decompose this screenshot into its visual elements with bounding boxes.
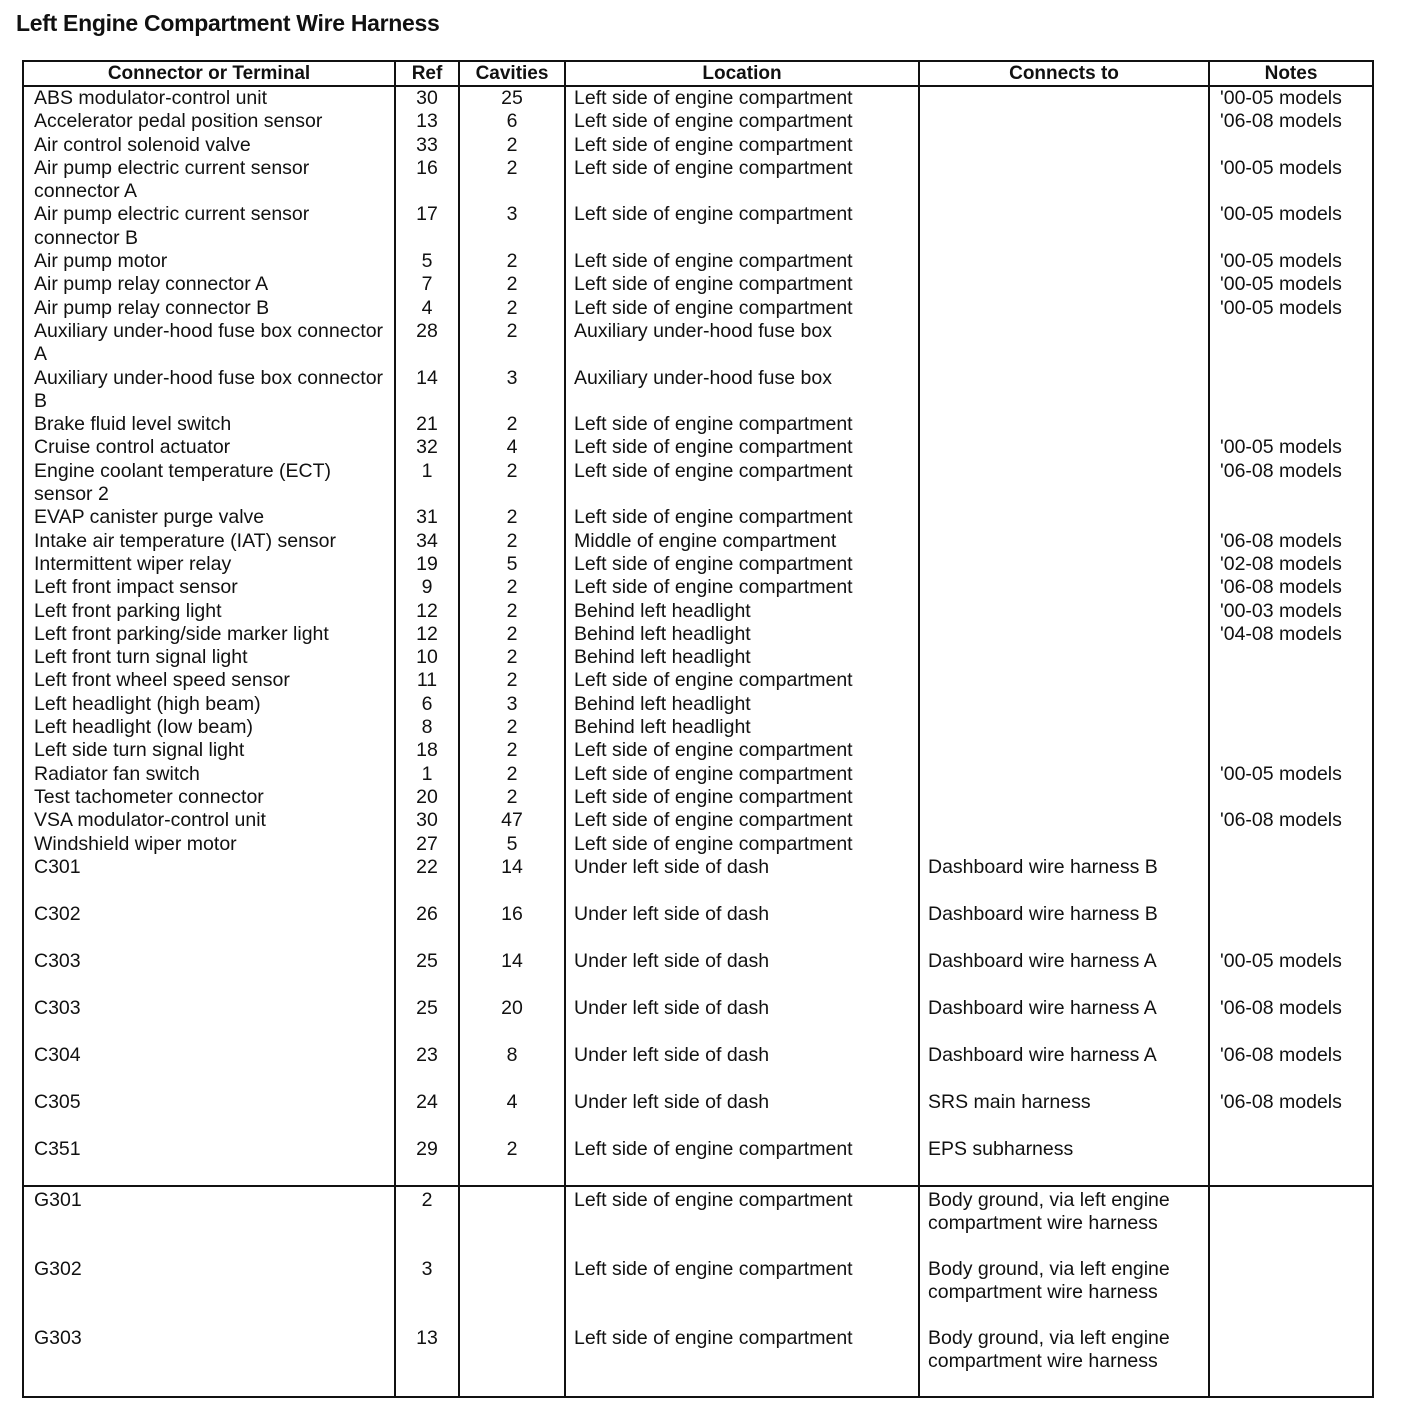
cell-ref: 5 [395, 250, 459, 273]
table-row [23, 1044, 1373, 1091]
header-notes: Notes [1209, 61, 1373, 86]
cell-connector-name: Windshield wiper motor [23, 833, 395, 856]
table-row [23, 553, 1373, 576]
cell-cavities: 16 [459, 903, 565, 950]
cell-connects-to [919, 367, 1209, 414]
cell-ref: 4 [395, 297, 459, 320]
cell-location: Under left side of dash [565, 950, 919, 997]
cell-location: Left side of engine compartment [565, 134, 919, 157]
cell-cavities: 3 [459, 367, 565, 414]
cell-ref: 18 [395, 739, 459, 762]
cell-notes [1209, 669, 1373, 692]
cell-connector-name: Cruise control actuator [23, 436, 395, 459]
cell-location: Auxiliary under-hood fuse box [565, 320, 919, 367]
cell-notes [1209, 716, 1373, 739]
cell-connects-to: Body ground, via left engine compartment wire harness [919, 1258, 1209, 1327]
cell-location: Behind left headlight [565, 716, 919, 739]
cell-connects-to [919, 86, 1209, 110]
cell-connector-name: G302 [23, 1258, 395, 1327]
cell-connects-to: Dashboard wire harness A [919, 950, 1209, 997]
cell-connects-to [919, 553, 1209, 576]
cell-cavities: 4 [459, 1091, 565, 1138]
cell-cavities: 2 [459, 413, 565, 436]
cell-notes [1209, 646, 1373, 669]
cell-cavities: 3 [459, 203, 565, 250]
cell-location: Left side of engine compartment [565, 1138, 919, 1186]
cell-connector-name: Air pump motor [23, 250, 395, 273]
header-connects-to: Connects to [919, 61, 1209, 86]
cell-connector-name: C302 [23, 903, 395, 950]
cell-location: Left side of engine compartment [565, 506, 919, 529]
cell-ref: 32 [395, 436, 459, 459]
table-row [23, 763, 1373, 786]
cell-location: Behind left headlight [565, 646, 919, 669]
cell-cavities: 2 [459, 646, 565, 669]
cell-notes: '00-05 models [1209, 203, 1373, 250]
cell-ref: 2 [395, 1186, 459, 1258]
cell-cavities: 20 [459, 997, 565, 1044]
cell-connects-to [919, 786, 1209, 809]
cell-ref: 24 [395, 1091, 459, 1138]
cell-ref: 10 [395, 646, 459, 669]
cell-connector-name: Auxiliary under-hood fuse box connector B [23, 367, 395, 414]
cell-notes [1209, 506, 1373, 529]
cell-connector-name: Intermittent wiper relay [23, 553, 395, 576]
cell-cavities: 3 [459, 693, 565, 716]
cell-cavities: 5 [459, 833, 565, 856]
cell-connects-to: EPS subharness [919, 1138, 1209, 1186]
cell-location: Auxiliary under-hood fuse box [565, 367, 919, 414]
cell-connector-name: Accelerator pedal position sensor [23, 110, 395, 133]
cell-cavities: 2 [459, 320, 565, 367]
cell-connects-to: SRS main harness [919, 1091, 1209, 1138]
cell-ref: 6 [395, 693, 459, 716]
cell-notes: '06-08 models [1209, 1044, 1373, 1091]
cell-connects-to [919, 646, 1209, 669]
cell-location: Left side of engine compartment [565, 1258, 919, 1327]
cell-ref: 1 [395, 763, 459, 786]
cell-notes: '02-08 models [1209, 553, 1373, 576]
cell-ref: 34 [395, 530, 459, 553]
cell-cavities [459, 1327, 565, 1397]
cell-ref: 33 [395, 134, 459, 157]
cell-connector-name: Test tachometer connector [23, 786, 395, 809]
cell-notes: '00-05 models [1209, 436, 1373, 459]
cell-cavities: 2 [459, 157, 565, 204]
cell-cavities: 2 [459, 623, 565, 646]
cell-notes: '06-08 models [1209, 809, 1373, 832]
cell-cavities [459, 1186, 565, 1258]
table-row [23, 576, 1373, 599]
cell-connects-to [919, 203, 1209, 250]
cell-connector-name: VSA modulator-control unit [23, 809, 395, 832]
cell-location: Left side of engine compartment [565, 86, 919, 110]
wire-harness-table [22, 60, 1374, 1398]
cell-location: Left side of engine compartment [565, 436, 919, 459]
header-ref: Ref [395, 61, 459, 86]
cell-ref: 25 [395, 997, 459, 1044]
cell-connects-to [919, 600, 1209, 623]
table-row [23, 203, 1373, 250]
cell-notes: '06-08 models [1209, 997, 1373, 1044]
cell-notes [1209, 693, 1373, 716]
cell-notes: '00-05 models [1209, 157, 1373, 204]
cell-cavities: 5 [459, 553, 565, 576]
cell-cavities: 2 [459, 273, 565, 296]
cell-notes: '06-08 models [1209, 576, 1373, 599]
cell-notes [1209, 320, 1373, 367]
cell-connector-name: Air pump electric current sensor connector B [23, 203, 395, 250]
cell-connects-to [919, 623, 1209, 646]
cell-connector-name: Air pump relay connector B [23, 297, 395, 320]
cell-cavities: 2 [459, 530, 565, 553]
cell-ref: 11 [395, 669, 459, 692]
cell-notes [1209, 1327, 1373, 1397]
cell-notes: '06-08 models [1209, 530, 1373, 553]
cell-connects-to [919, 320, 1209, 367]
cell-location: Behind left headlight [565, 623, 919, 646]
cell-ref: 12 [395, 600, 459, 623]
cell-location: Left side of engine compartment [565, 763, 919, 786]
table-row [23, 600, 1373, 623]
cell-connector-name: Air control solenoid valve [23, 134, 395, 157]
cell-ref: 17 [395, 203, 459, 250]
cell-location: Under left side of dash [565, 1091, 919, 1138]
cell-connects-to: Dashboard wire harness A [919, 997, 1209, 1044]
cell-connector-name: Air pump relay connector A [23, 273, 395, 296]
cell-notes [1209, 1258, 1373, 1327]
cell-cavities: 2 [459, 1138, 565, 1186]
cell-connector-name: Left front parking/side marker light [23, 623, 395, 646]
cell-connector-name: Left headlight (low beam) [23, 716, 395, 739]
cell-ref: 31 [395, 506, 459, 529]
cell-ref: 27 [395, 833, 459, 856]
cell-ref: 19 [395, 553, 459, 576]
header-connector-or-terminal: Connector or Terminal [23, 61, 395, 86]
table-header-row [23, 61, 1373, 86]
cell-location: Under left side of dash [565, 997, 919, 1044]
table-row [23, 623, 1373, 646]
cell-ref: 1 [395, 460, 459, 507]
cell-connector-name: Left front turn signal light [23, 646, 395, 669]
cell-cavities: 2 [459, 600, 565, 623]
cell-location: Under left side of dash [565, 856, 919, 903]
cell-notes: '04-08 models [1209, 623, 1373, 646]
cell-notes: '00-05 models [1209, 950, 1373, 997]
table-row [23, 693, 1373, 716]
cell-ref: 21 [395, 413, 459, 436]
cell-connector-name: Left front wheel speed sensor [23, 669, 395, 692]
cell-location: Behind left headlight [565, 693, 919, 716]
table-row [23, 950, 1373, 997]
cell-connects-to [919, 436, 1209, 459]
cell-ref: 12 [395, 623, 459, 646]
cell-location: Left side of engine compartment [565, 273, 919, 296]
cell-ref: 22 [395, 856, 459, 903]
cell-connects-to [919, 297, 1209, 320]
page-title: Left Engine Compartment Wire Harness [16, 10, 440, 36]
cell-connector-name: Intake air temperature (IAT) sensor [23, 530, 395, 553]
cell-cavities: 25 [459, 86, 565, 110]
cell-cavities: 2 [459, 763, 565, 786]
cell-cavities: 14 [459, 856, 565, 903]
cell-cavities: 6 [459, 110, 565, 133]
cell-location: Left side of engine compartment [565, 553, 919, 576]
cell-notes [1209, 903, 1373, 950]
cell-cavities: 2 [459, 716, 565, 739]
cell-cavities: 2 [459, 669, 565, 692]
table-row [23, 833, 1373, 856]
cell-location: Behind left headlight [565, 600, 919, 623]
cell-location: Left side of engine compartment [565, 739, 919, 762]
cell-notes [1209, 739, 1373, 762]
cell-location: Left side of engine compartment [565, 833, 919, 856]
cell-ref: 13 [395, 110, 459, 133]
cell-location: Middle of engine compartment [565, 530, 919, 553]
cell-notes [1209, 1186, 1373, 1258]
table-row [23, 739, 1373, 762]
cell-connects-to: Body ground, via left engine compartment wire harness [919, 1186, 1209, 1258]
cell-location: Left side of engine compartment [565, 809, 919, 832]
cell-connector-name: C304 [23, 1044, 395, 1091]
cell-cavities: 2 [459, 506, 565, 529]
cell-cavities: 2 [459, 576, 565, 599]
cell-notes [1209, 413, 1373, 436]
table-row [23, 134, 1373, 157]
cell-connector-name: Left side turn signal light [23, 739, 395, 762]
cell-connects-to [919, 250, 1209, 273]
header-location: Location [565, 61, 919, 86]
cell-notes: '06-08 models [1209, 1091, 1373, 1138]
table-row [23, 716, 1373, 739]
cell-notes [1209, 134, 1373, 157]
cell-connects-to [919, 763, 1209, 786]
cell-location: Left side of engine compartment [565, 297, 919, 320]
table-row [23, 413, 1373, 436]
cell-connector-name: C351 [23, 1138, 395, 1186]
cell-connects-to [919, 110, 1209, 133]
cell-ref: 16 [395, 157, 459, 204]
table-row [23, 320, 1373, 367]
table-row [23, 1327, 1373, 1397]
table-row [23, 273, 1373, 296]
cell-connects-to [919, 833, 1209, 856]
cell-location: Left side of engine compartment [565, 157, 919, 204]
cell-connects-to [919, 273, 1209, 296]
cell-notes: '00-05 models [1209, 250, 1373, 273]
cell-connects-to [919, 693, 1209, 716]
cell-connects-to [919, 413, 1209, 436]
cell-connector-name: Engine coolant temperature (ECT) sensor 2 [23, 460, 395, 507]
cell-location: Under left side of dash [565, 1044, 919, 1091]
table-row [23, 1258, 1373, 1327]
cell-location: Under left side of dash [565, 903, 919, 950]
cell-notes [1209, 1138, 1373, 1186]
cell-connects-to: Dashboard wire harness B [919, 856, 1209, 903]
cell-cavities: 2 [459, 297, 565, 320]
cell-connector-name: Left front impact sensor [23, 576, 395, 599]
cell-cavities: 2 [459, 739, 565, 762]
cell-notes [1209, 367, 1373, 414]
cell-cavities: 2 [459, 134, 565, 157]
cell-connector-name: C303 [23, 997, 395, 1044]
cell-connector-name: Auxiliary under-hood fuse box connector A [23, 320, 395, 367]
cell-notes [1209, 856, 1373, 903]
table-row [23, 903, 1373, 950]
cell-connector-name: C301 [23, 856, 395, 903]
cell-notes: '00-03 models [1209, 600, 1373, 623]
header-cavities: Cavities [459, 61, 565, 86]
cell-ref: 7 [395, 273, 459, 296]
cell-ref: 8 [395, 716, 459, 739]
cell-connects-to: Dashboard wire harness B [919, 903, 1209, 950]
cell-connector-name: Left front parking light [23, 600, 395, 623]
table-row [23, 809, 1373, 832]
cell-ref: 25 [395, 950, 459, 997]
table-row [23, 997, 1373, 1044]
cell-location: Left side of engine compartment [565, 110, 919, 133]
cell-ref: 26 [395, 903, 459, 950]
table-row [23, 1138, 1373, 1186]
table-row [23, 367, 1373, 414]
cell-cavities: 2 [459, 786, 565, 809]
cell-connector-name: ABS modulator-control unit [23, 86, 395, 110]
table-body [23, 86, 1373, 1397]
cell-location: Left side of engine compartment [565, 576, 919, 599]
cell-ref: 20 [395, 786, 459, 809]
cell-notes: '00-05 models [1209, 86, 1373, 110]
cell-location: Left side of engine compartment [565, 413, 919, 436]
cell-location: Left side of engine compartment [565, 786, 919, 809]
table-row [23, 506, 1373, 529]
cell-connector-name: G301 [23, 1186, 395, 1258]
cell-notes: '00-05 models [1209, 273, 1373, 296]
cell-connects-to [919, 716, 1209, 739]
cell-connects-to [919, 157, 1209, 204]
cell-connector-name: EVAP canister purge valve [23, 506, 395, 529]
table-row [23, 1091, 1373, 1138]
cell-ref: 14 [395, 367, 459, 414]
cell-ref: 30 [395, 809, 459, 832]
cell-connects-to [919, 460, 1209, 507]
table-row [23, 646, 1373, 669]
cell-cavities: 2 [459, 460, 565, 507]
cell-connects-to [919, 506, 1209, 529]
cell-connects-to [919, 530, 1209, 553]
cell-connector-name: Brake fluid level switch [23, 413, 395, 436]
cell-connects-to [919, 669, 1209, 692]
cell-ref: 29 [395, 1138, 459, 1186]
cell-cavities: 2 [459, 250, 565, 273]
cell-location: Left side of engine compartment [565, 250, 919, 273]
table-row [23, 460, 1373, 507]
cell-notes [1209, 786, 1373, 809]
cell-ref: 30 [395, 86, 459, 110]
cell-connects-to: Dashboard wire harness A [919, 1044, 1209, 1091]
cell-notes: '06-08 models [1209, 110, 1373, 133]
table-row [23, 297, 1373, 320]
table-row [23, 1186, 1373, 1258]
cell-cavities [459, 1258, 565, 1327]
cell-cavities: 8 [459, 1044, 565, 1091]
table-row [23, 669, 1373, 692]
table-row [23, 436, 1373, 459]
cell-location: Left side of engine compartment [565, 460, 919, 507]
cell-connects-to [919, 809, 1209, 832]
cell-cavities: 14 [459, 950, 565, 997]
cell-notes: '00-05 models [1209, 763, 1373, 786]
cell-ref: 28 [395, 320, 459, 367]
table-row [23, 856, 1373, 903]
cell-ref: 9 [395, 576, 459, 599]
table-row [23, 530, 1373, 553]
cell-ref: 13 [395, 1327, 459, 1397]
cell-location: Left side of engine compartment [565, 669, 919, 692]
cell-connects-to [919, 576, 1209, 599]
table-row [23, 86, 1373, 110]
cell-connector-name: G303 [23, 1327, 395, 1397]
cell-connector-name: C303 [23, 950, 395, 997]
table-row [23, 157, 1373, 204]
cell-connects-to: Body ground, via left engine compartment wire harness [919, 1327, 1209, 1397]
cell-connector-name: Air pump electric current sensor connector A [23, 157, 395, 204]
cell-notes: '00-05 models [1209, 297, 1373, 320]
table-row [23, 250, 1373, 273]
cell-location: Left side of engine compartment [565, 1186, 919, 1258]
cell-connector-name: Radiator fan switch [23, 763, 395, 786]
cell-notes [1209, 833, 1373, 856]
cell-location: Left side of engine compartment [565, 203, 919, 250]
cell-connector-name: Left headlight (high beam) [23, 693, 395, 716]
cell-cavities: 4 [459, 436, 565, 459]
table-row [23, 786, 1373, 809]
cell-notes: '06-08 models [1209, 460, 1373, 507]
cell-ref: 23 [395, 1044, 459, 1091]
cell-location: Left side of engine compartment [565, 1327, 919, 1397]
cell-connector-name: C305 [23, 1091, 395, 1138]
cell-connects-to [919, 134, 1209, 157]
table-row [23, 110, 1373, 133]
cell-ref: 3 [395, 1258, 459, 1327]
cell-cavities: 47 [459, 809, 565, 832]
cell-connects-to [919, 739, 1209, 762]
